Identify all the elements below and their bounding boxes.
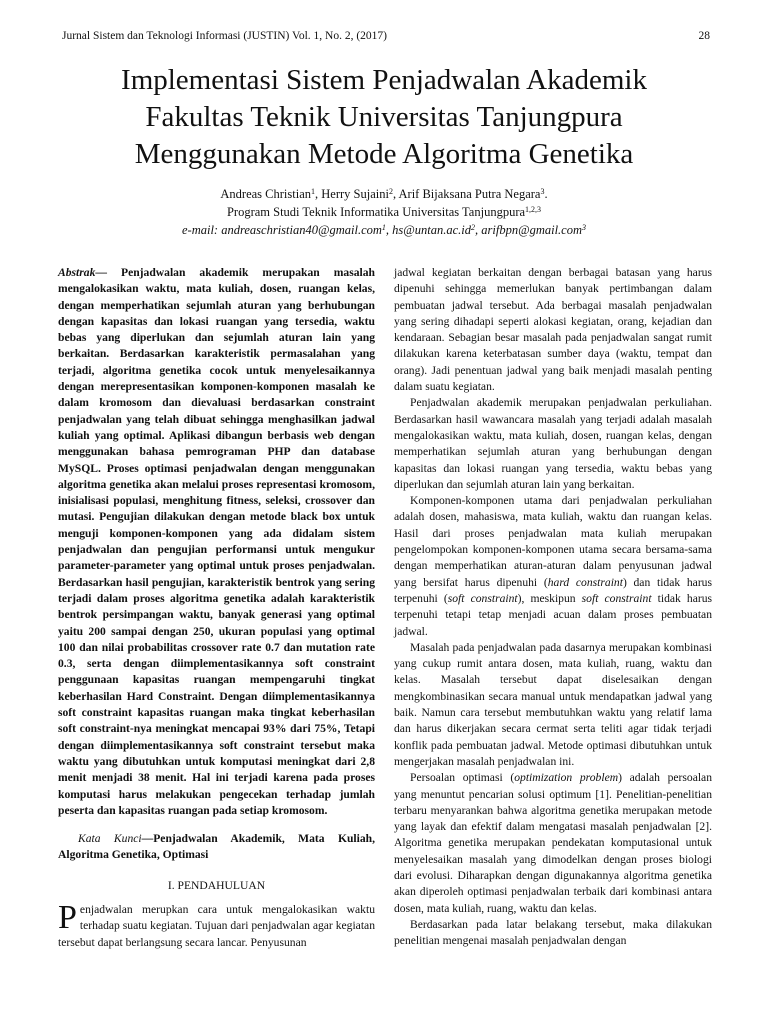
keywords-text: —Penjadwalan Akademik, Mata Kuliah, Algoritma Genetika, Optimasi bbox=[58, 832, 376, 862]
title-line-2: Fakultas Teknik Universitas Tanjungpura bbox=[145, 101, 623, 133]
email-3[interactable]: , arifbpn@gmail.com bbox=[475, 223, 582, 237]
keywords bbox=[58, 831, 375, 864]
soft-constraint-term-2: soft constraint bbox=[581, 591, 652, 605]
email-3-sup: 3 bbox=[582, 223, 586, 232]
email-2[interactable]: , hs@untan.ac.id bbox=[385, 223, 472, 237]
author-3-sup: 3 bbox=[540, 187, 545, 196]
keywords-lead: Kata Kunci bbox=[78, 832, 142, 846]
p3-part-b: ) dan tidak harus terpenuhi ( bbox=[394, 575, 712, 605]
right-paragraph-6: Berdasarkan pada latar belakang tersebut, maka dilakukan penelitian mengenai masalah penjadwalan dengan bbox=[394, 917, 712, 948]
intro-paragraph bbox=[58, 898, 375, 951]
author-2-sup: 2 bbox=[388, 187, 393, 196]
p3-part-a: Komponen-komponen utama dari penjadwalan perkuliahan adalah dosen, mahasiswa, mata kuliah, waktu dan ruangan kelas. Hasil dari proses penjadwalan mata kuliah merupakan pengelompokan komponen-komponen utama secara bersama-sama dengan memperhatikan aturan-aturan dalam penyusunan jadwal yang bersifat harus dipenuhi ( bbox=[394, 494, 712, 589]
intro-text: enjadwalan merupkan cara untuk mengalokasikan waktu terhadap suatu kegiatan. Tujuan dari penjadwalan agar kegiatan tersebut dapat berlangsung secara lancar. Penyusunan bbox=[58, 902, 375, 949]
author-1: Andreas Christian bbox=[220, 187, 311, 201]
abstract-text: — Penjadwalan akademik merupakan masalah mengalokasikan waktu, mata kuliah, dosen, ruangan kelas, dengan memperhatikan sejumlah aturan yang berhubungan dengan kapasitas dan lokasi ruangan yang tersedia, waktu bebas yang diperlukan dan sejumlah aturan lain yang berkaitan. Berdasarkan karakteristik permasalahan yang terjadi, algoritma genetika cocok untuk menyelesaikannya dengan merepresentasikan komponen-komponen masalah ke dalam kromosom dan dievaluasi berdasarkan constraint penjadwalan yang telah dibuat sehingga menghasilkan jadwal kuliah yang optimal. Aplikasi dibangun berbasis web dengan menggunakan bahasa pemrograman PHP dan database MySQL. Proses optimasi penjadwalan dengan menggunakan algoritma genetika akan melalui proses representasi kromosom, inisialisasi populasi, menghitung fitness, seleksi, crossover dan mutasi. Pengujian dilakukan dengan metode black box untuk menguji komponen-komponen yang ada didalam sistem penjadwalan dan pengujian performansi untuk mengukur parameter-parameter yang optimal untuk proses penjadwalan. Berdasarkan hasil pengujian, karakteristik bentrok yang sering terjadi dalam proses algoritma genetika adalah karakteristik bentrok persimpangan waktu, banyak generasi yang optimal yaitu 200 sampai dengan 250, ukuran populasi yang optimal 100 dan nilai probabilitas crossover rate 0.7 dan mutation rate 0.3, serta dengan diimplementasikannya soft constraint penggunaan kapasitas ruangan mempengaruhi tingkat keberhasilan Hard Constraint. Dengan diimplementasikannya soft constraint kapasitas ruangan maka tingkat keberhasilan soft constraint-nya meningkat mencapai 93% dari 75%, Tetapi dengan diimplementasikannya soft constraint tersebut maka waktu yang dibutuhkan untuk komputasi meningkat dari 2,8 menit menjadi 38 menit. Hal ini terjadi karena pada proses komputasi harus melakukan pengecekan terhadap jumlah peserta dan kapasitas ruangan pada setiap kromosom. bbox=[58, 266, 375, 817]
author-1-sup: 1 bbox=[311, 187, 315, 196]
running-header bbox=[62, 30, 710, 42]
author-names bbox=[40, 185, 728, 203]
right-paragraph-2: Penjadwalan akademik merupakan penjadwalan perkuliahan. Berdasarkan hasil wawancara masalah yang terjadi adalah masalah mengalokasikan waktu, mata kuliah, dosen, ruangan kelas, dengan memperhatikan sejumlah aturan yang berhubungan dengan kapasitas dan lokasi ruangan yang tersedia, waktu bebas yang diperlukan dan sejumlah aturan lain yang berkaitan. bbox=[394, 396, 712, 491]
abstract-lead: Abstrak bbox=[58, 266, 96, 279]
right-paragraph-3 bbox=[394, 493, 712, 640]
title-line-3: Menggunakan Metode Algoritma Genetika bbox=[134, 138, 634, 170]
author-3: , Arif Bijaksana Putra Negara bbox=[392, 187, 541, 201]
drop-cap: P bbox=[58, 898, 77, 936]
affiliation-text: Program Studi Teknik Informatika Universitas Tanjungpura bbox=[226, 205, 526, 219]
p5-part-b: ) adalah persoalan yang menuntut pencarian solusi optimum [1]. Penelitian-penelitian terbaru menyarankan bahwa algoritma genetika merupakan metode yang layak dan efektif dalam mengatasi masalah penjadwalan [2]. Algoritma genetika merupakan pendekatan komputasional untuk menyelesaikan masalah yang dimodelkan dengan proses biologi dari evolusi. Diharapkan dengan digunakannya algoritma genetika akan diperoleh optimasi penjadwalan terbaik dari kombinasi antara dosen, mata kuliah, ruang, waktu dan kelas. bbox=[394, 771, 712, 915]
left-column bbox=[58, 265, 375, 951]
soft-constraint-term: soft constraint bbox=[447, 591, 518, 605]
hard-constraint-term: hard constraint bbox=[547, 575, 623, 589]
email-1-sup: 1 bbox=[381, 223, 386, 232]
page-number: 28 bbox=[698, 30, 710, 42]
right-paragraph-1: jadwal kegiatan berkaitan dengan berbagai batasan yang harus dipenuhi sehingga memerlukan banyak pertimbangan dalam pembuatan jadwal tersebut. Ada berbagai masalah penjadwalan yang sering dihadapi seperti alokasi kegiatan, orang, kejadian dan kendaraan. Sebagian besar masalah pada penjadwalan sangat rumit dilakukan karena keterbatasan sumber daya (waktu, tempat dan orang). Jadi penentuan jadwal yang baik menjadi masalah penting dalam suatu kegiatan. bbox=[394, 266, 712, 394]
right-column bbox=[394, 265, 712, 949]
author-end: . bbox=[544, 187, 548, 201]
title-line-1: Implementasi Sistem Penjadwalan Akademik bbox=[121, 64, 647, 96]
p5-part-a: Persoalan optimasi ( bbox=[410, 771, 515, 785]
paper-title bbox=[40, 62, 728, 173]
section-heading-introduction: I. PENDAHULUAN bbox=[167, 878, 266, 892]
optimization-problem-term: optimization problem bbox=[514, 771, 619, 785]
affiliation-sup: 1,2,3 bbox=[525, 205, 542, 214]
right-paragraph-4: Masalah pada penjadwalan pada dasarnya merupakan kombinasi yang cukup rumit antara dosen, mata kuliah, ruang, waktu dan kelas. Masalah tersebut dapat diselesaikan dengan mengkombinasikan secara manual untuk mendapatkan jadwal yang baik. Namun cara tersebut membutuhkan waktu yang relatif lama dan harus dikerjakan secara cermat serta teliti agar tidak terjadi konflik pada pembuatan jadwal. Metode optimasi dibutuhkan untuk mengerjakan masalah penjadwalan ini. bbox=[394, 640, 712, 768]
author-2: , Herry Sujaini bbox=[315, 187, 389, 201]
email-line bbox=[40, 221, 728, 239]
email-1[interactable]: andreaschristian40@gmail.com bbox=[221, 223, 382, 237]
right-paragraph-5 bbox=[394, 770, 712, 917]
email-2-sup: 2 bbox=[471, 223, 476, 232]
abstract bbox=[58, 265, 375, 819]
p3-part-c: ), meskipun bbox=[517, 591, 582, 605]
p3-part-d: tidak harus terpenuhi tetapi tetap menjadi acuan dalam proses pembuatan jadwal. bbox=[394, 591, 713, 638]
journal-citation: Jurnal Sistem dan Teknologi Informasi (JUSTIN) Vol. 1, No. 2, (2017) bbox=[62, 30, 388, 42]
email-label: e-mail: bbox=[181, 223, 222, 237]
author-block bbox=[40, 185, 728, 239]
affiliation bbox=[40, 203, 728, 221]
